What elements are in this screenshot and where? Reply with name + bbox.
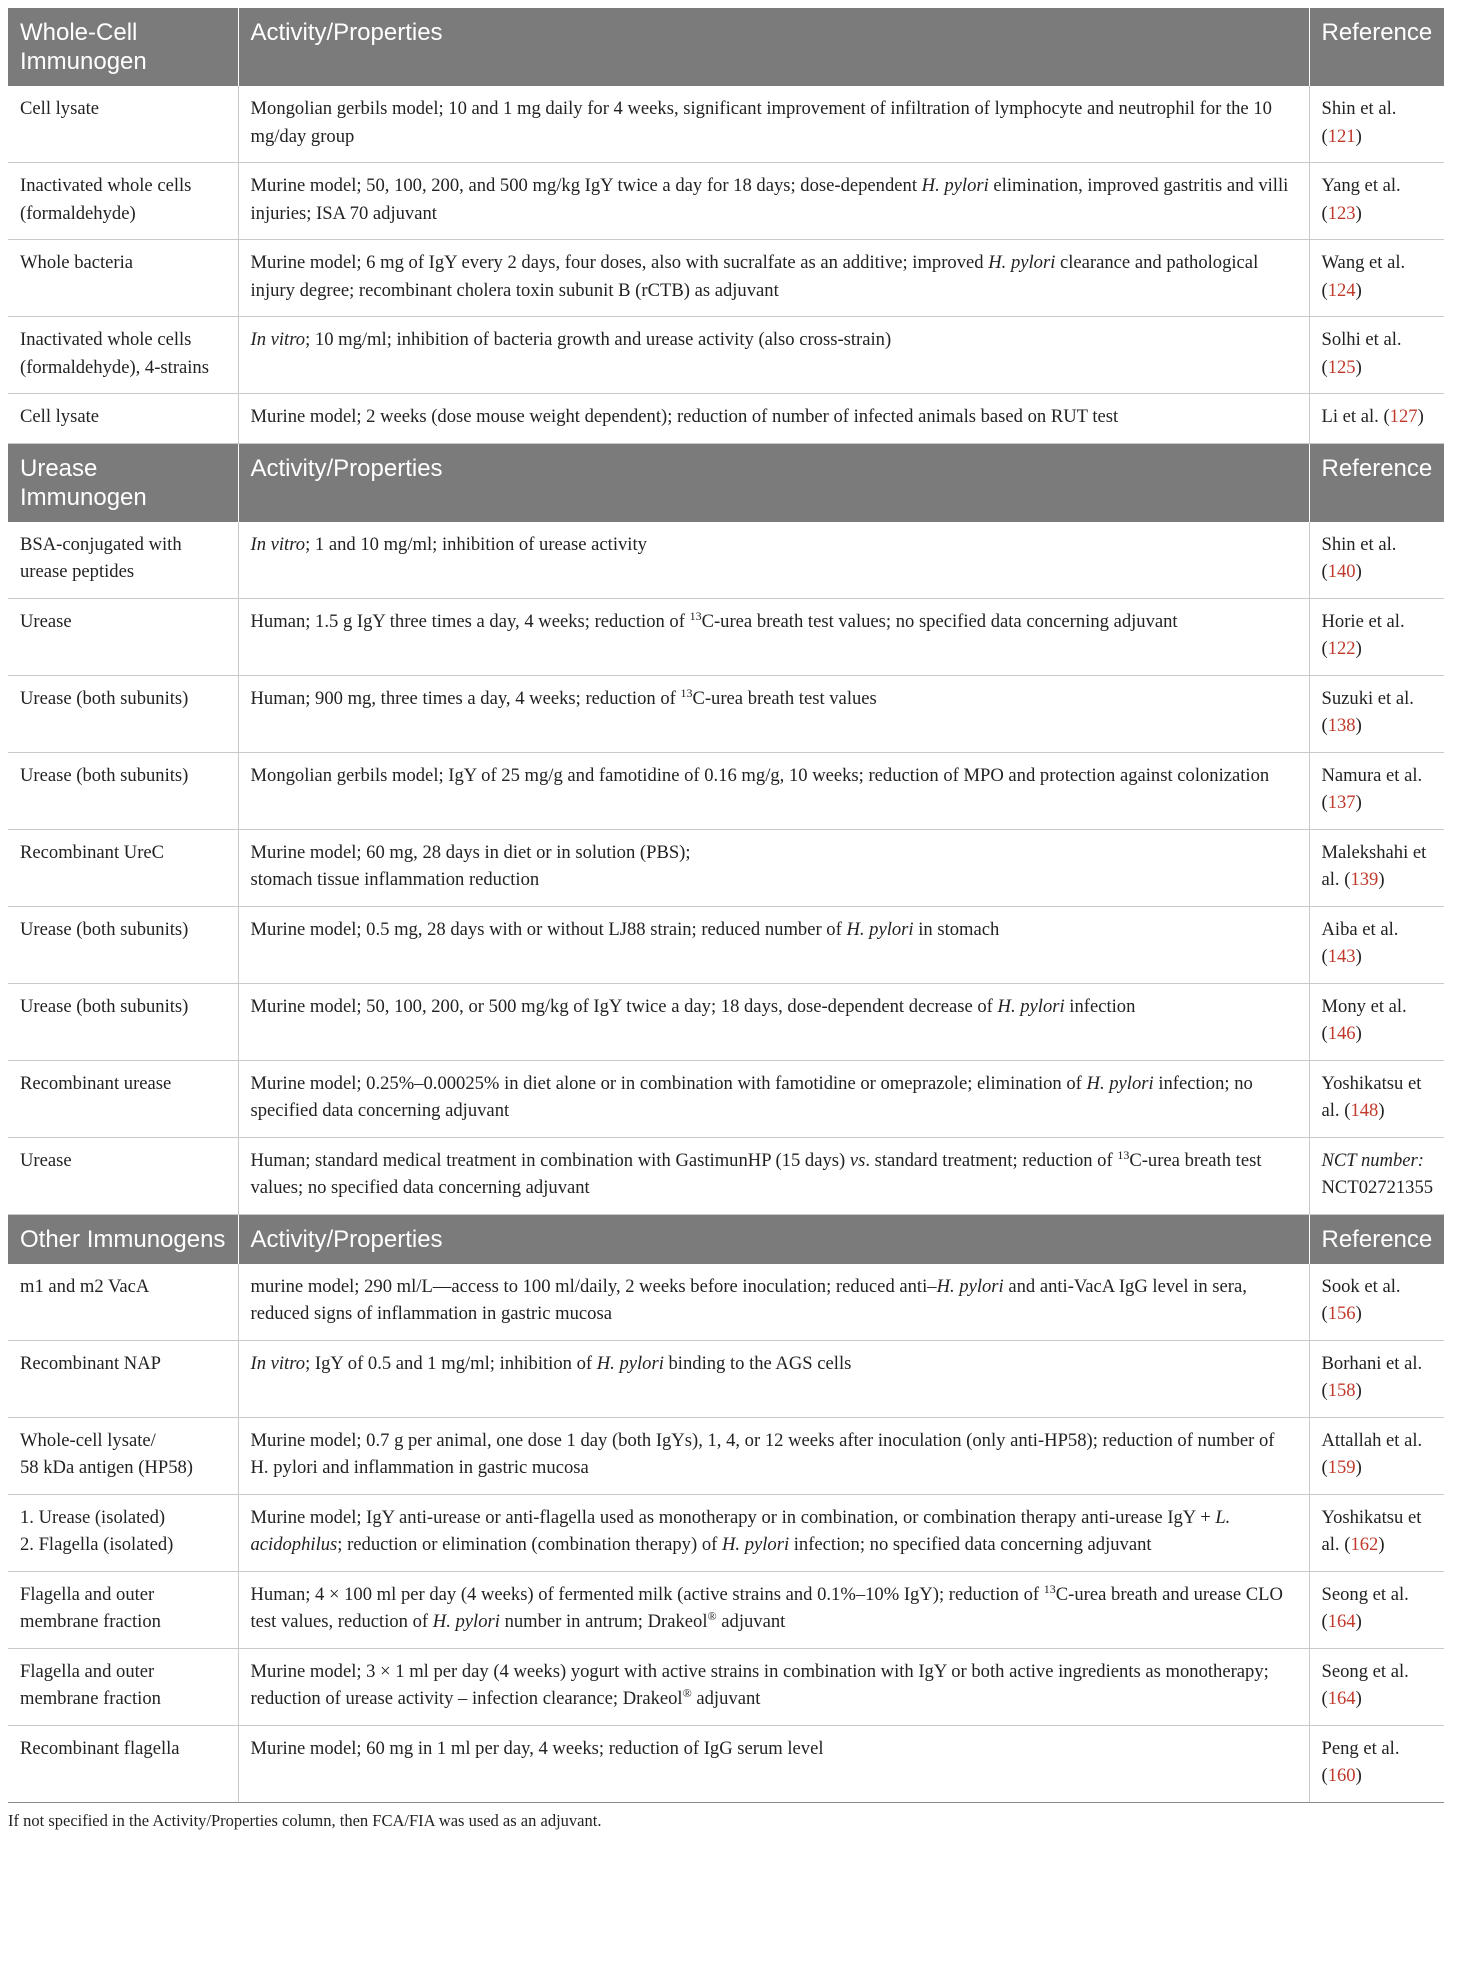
activity-cell: In vitro; 10 mg/ml; inhibition of bacteria growth and urease activity (also cross-strain) <box>238 317 1309 394</box>
reference-author: Yoshikatsu et al. <box>1321 1072 1422 1121</box>
reference-cell: Seong et al. (164) <box>1309 1648 1444 1725</box>
reference-author: Seong et al. <box>1321 1583 1409 1605</box>
reference-number-link[interactable]: 162 <box>1350 1534 1379 1555</box>
reference-number-link[interactable]: 124 <box>1327 279 1356 301</box>
activity-cell: Human; standard medical treatment in combination with GastimunHP (15 days) vs. standard treatment; reduction of $^{13}$C-urea breath test values; no specified data concerning adjuvant <box>238 1137 1309 1214</box>
activity-cell: Mongolian gerbils model; 10 and 1 mg daily for 4 weeks, significant improvement of infiltration of lymphocyte and neutrophil for the 10 mg/day group <box>238 86 1309 163</box>
reference-number-link[interactable]: 148 <box>1350 1100 1379 1121</box>
reference-cell: Namura et al. (137) <box>1309 752 1444 829</box>
table-row <box>8 752 1444 829</box>
table-footnote: If not specified in the Activity/Properties column, then FCA/FIA was used as an adjuvant. <box>8 1810 602 1830</box>
activity-cell: Murine model; 60 mg in 1 ml per day, 4 weeks; reduction of IgG serum level <box>238 1725 1309 1802</box>
reference-author: Yoshikatsu et al. <box>1321 1506 1422 1555</box>
header-reference: Reference <box>1309 1214 1444 1264</box>
reference-number-link[interactable]: 164 <box>1327 1688 1356 1709</box>
immunogen-cell: Inactivated whole cells (formaldehyde), 4-strains <box>8 317 238 394</box>
reference-author: Horie et al. <box>1321 610 1405 632</box>
reference-cell: Shin et al. (140) <box>1309 522 1444 599</box>
reference-author: Li et al. <box>1321 406 1379 427</box>
header-activity: Activity/Properties <box>238 443 1309 522</box>
reference-number-link[interactable]: 137 <box>1327 792 1356 813</box>
table-row <box>8 394 1444 444</box>
reference-cell: Peng et al. (160) <box>1309 1725 1444 1802</box>
reference-author: Mony et al. <box>1321 995 1407 1017</box>
header-immunogen: Urease Immunogen <box>8 443 238 522</box>
header-immunogen: Whole-Cell Immunogen <box>8 8 238 86</box>
immunogen-cell: Recombinant urease <box>8 1060 238 1137</box>
activity-cell: Murine model; 2 weeks (dose mouse weight dependent); reduction of number of infected animals based on RUT test <box>238 394 1309 444</box>
reference-author: Solhi et al. <box>1321 329 1402 350</box>
reference-author: Shin et al. <box>1321 98 1397 119</box>
immunogen-cell: Urease (both subunits) <box>8 906 238 983</box>
table-row <box>8 1137 1444 1214</box>
table-row <box>8 1417 1444 1494</box>
reference-number-link[interactable]: 164 <box>1327 1611 1356 1632</box>
activity-cell: Murine model; 0.25%–0.00025% in diet alone or in combination with famotidine or omeprazole; elimination of H. pylori infection; no specified data concerning adjuvant <box>238 1060 1309 1137</box>
reference-number-link[interactable]: 127 <box>1389 406 1418 427</box>
table-row <box>8 1494 1444 1571</box>
header-reference: Reference <box>1309 8 1444 86</box>
header-reference: Reference <box>1309 443 1444 522</box>
table-row <box>8 675 1444 752</box>
table-row <box>8 1340 1444 1417</box>
reference-number-link[interactable]: 121 <box>1327 125 1356 147</box>
reference-author: Wang et al. <box>1321 252 1406 273</box>
immunogen-cell: Recombinant UreC <box>8 829 238 906</box>
table-row <box>8 522 1444 599</box>
reference-author: Seong et al. <box>1321 1660 1409 1682</box>
header-activity: Activity/Properties <box>238 1214 1309 1264</box>
reference-cell: Li et al. (127) <box>1309 394 1444 444</box>
activity-cell: Human; 4 × 100 ml per day (4 weeks) of fermented milk (active strains and 0.1%–10% IgY); reduction of $^{13}$C-urea breath and urease CLO test values, reduction of H. pylori number in antrum; Drakeol® adjuvant <box>238 1571 1309 1648</box>
immunogen-cell: m1 and m2 VacA <box>8 1264 238 1341</box>
immunogen-cell: 1. Urease (isolated) 2. Flagella (isolated) <box>8 1494 238 1571</box>
activity-cell: Murine model; 0.5 mg, 28 days with or without LJ88 strain; reduced number of H. pylori in stomach <box>238 906 1309 983</box>
reference-cell: Mony et al. (146) <box>1309 983 1444 1060</box>
reference-cell: Shin et al. (121) <box>1309 86 1444 163</box>
reference-cell: Malekshahi et al. (139) <box>1309 829 1444 906</box>
table-row <box>8 86 1444 163</box>
reference-number-link[interactable]: 140 <box>1327 561 1356 582</box>
table-row <box>8 163 1444 240</box>
immunogen-cell: Urease <box>8 598 238 675</box>
reference-cell: Yang et al. (123) <box>1309 163 1444 240</box>
table-figure <box>8 8 1444 1832</box>
table-row <box>8 1648 1444 1725</box>
reference-number-link[interactable]: 156 <box>1327 1303 1356 1324</box>
immunogen-cell: Whole bacteria <box>8 240 238 317</box>
immunogen-cell: BSA-conjugated with urease peptides <box>8 522 238 599</box>
activity-cell: Murine model; 6 mg of IgY every 2 days, four doses, also with sucralfate as an additive; improved H. pylori clearance and pathological injury degree; recombinant cholera toxin subunit B (rCTB) as adjuvant <box>238 240 1309 317</box>
reference-author: Peng et al. <box>1321 1737 1400 1759</box>
table-row <box>8 598 1444 675</box>
reference-cell: Suzuki et al. (138) <box>1309 675 1444 752</box>
table-row <box>8 983 1444 1060</box>
reference-cell: Seong et al. (164) <box>1309 1571 1444 1648</box>
table-row <box>8 1725 1444 1802</box>
reference-number-link[interactable]: 158 <box>1327 1380 1356 1401</box>
reference-number-link[interactable]: 160 <box>1327 1765 1356 1786</box>
reference-author: Namura et al. <box>1321 764 1423 786</box>
activity-cell: Murine model; IgY anti-urease or anti-flagella used as monotherapy or in combination, or combination therapy anti-urease IgY + L. acidophilus; reduction or elimination (combination therapy) of H. pylori infection; no specified data concerning adjuvant <box>238 1494 1309 1571</box>
reference-number-link[interactable]: 138 <box>1327 715 1356 736</box>
activity-cell: Mongolian gerbils model; IgY of 25 mg/g and famotidine of 0.16 mg/g, 10 weeks; reduction of MPO and protection against colonization <box>238 752 1309 829</box>
reference-author: Aiba et al. <box>1321 918 1399 940</box>
immunogen-cell: Inactivated whole cells (formaldehyde) <box>8 163 238 240</box>
reference-number-link[interactable]: 122 <box>1327 638 1356 659</box>
immunogen-cell: Urease (both subunits) <box>8 675 238 752</box>
activity-cell: murine model; 290 ml/L—access to 100 ml/daily, 2 weeks before inoculation; reduced anti–H. pylori and anti-VacA IgG level in sera, reduced signs of inflammation in gastric mucosa <box>238 1264 1309 1341</box>
table-row <box>8 1060 1444 1137</box>
activity-cell: Murine model; 50, 100, 200, or 500 mg/kg of IgY twice a day; 18 days, dose-dependent decrease of H. pylori infection <box>238 983 1309 1060</box>
immunogen-cell: Flagella and outer membrane fraction <box>8 1648 238 1725</box>
activity-cell: Murine model; 60 mg, 28 days in diet or in solution (PBS); stomach tissue inflammation reduction <box>238 829 1309 906</box>
reference-author: Borhani et al. <box>1321 1352 1423 1374</box>
reference-cell: Horie et al. (122) <box>1309 598 1444 675</box>
table-row <box>8 317 1444 394</box>
activity-cell: Murine model; 3 × 1 ml per day (4 weeks) yogurt with active strains in combination with IgY or both active ingredients as monotherapy; reduction of urease activity – infection clearance; Drakeol® adjuvant <box>238 1648 1309 1725</box>
immunogen-cell: Flagella and outer membrane fraction <box>8 1571 238 1648</box>
immunogen-cell: Cell lysate <box>8 86 238 163</box>
reference-number-link[interactable]: 125 <box>1327 356 1356 378</box>
immunogen-cell: Recombinant NAP <box>8 1340 238 1417</box>
reference-number-link[interactable]: 139 <box>1350 869 1379 890</box>
table-row <box>8 829 1444 906</box>
table-row <box>8 906 1444 983</box>
activity-cell: Human; 1.5 g IgY three times a day, 4 weeks; reduction of $^{13}$C-urea breath test values; no specified data concerning adjuvant <box>238 598 1309 675</box>
reference-cell: Borhani et al. (158) <box>1309 1340 1444 1417</box>
immunogen-cell: Urease <box>8 1137 238 1214</box>
activity-cell: Murine model; 50, 100, 200, and 500 mg/kg IgY twice a day for 18 days; dose-dependent H. pylori elimination, improved gastritis and villi injuries; ISA 70 adjuvant <box>238 163 1309 240</box>
reference-author: Yang et al. <box>1321 175 1401 196</box>
reference-number-link[interactable]: 143 <box>1327 946 1356 967</box>
header-activity: Activity/Properties <box>238 8 1309 86</box>
activity-cell: Human; 900 mg, three times a day, 4 weeks; reduction of $^{13}$C-urea breath test values <box>238 675 1309 752</box>
reference-cell: Solhi et al. (125) <box>1309 317 1444 394</box>
reference-number-link[interactable]: 159 <box>1327 1457 1356 1478</box>
reference-cell: Wang et al. (124) <box>1309 240 1444 317</box>
section-header-row <box>8 443 1444 522</box>
immunogen-cell: Recombinant flagella <box>8 1725 238 1802</box>
immunogen-cell: Whole-cell lysate/ 58 kDa antigen (HP58) <box>8 1417 238 1494</box>
reference-author: Shin et al. <box>1321 533 1397 555</box>
reference-author: NCT number: NCT02721355 <box>1321 1149 1434 1198</box>
reference-cell <box>1309 1137 1444 1214</box>
immunogen-cell: Urease (both subunits) <box>8 752 238 829</box>
table-row <box>8 1264 1444 1341</box>
table-row <box>8 1571 1444 1648</box>
immunogen-cell: Cell lysate <box>8 394 238 444</box>
activity-cell: Murine model; 0.7 g per animal, one dose 1 day (both IgYs), 1, 4, or 12 weeks after inoculation (only anti-HP58); reduction of number of H. pylori and inflammation in gastric mucosa <box>238 1417 1309 1494</box>
reference-author: Sook et al. <box>1321 1275 1401 1297</box>
reference-cell: Sook et al. (156) <box>1309 1264 1444 1341</box>
reference-number-link[interactable]: 123 <box>1327 202 1356 224</box>
table-row <box>8 240 1444 317</box>
reference-author: Attallah et al. <box>1321 1429 1423 1451</box>
activity-cell: In vitro; 1 and 10 mg/ml; inhibition of urease activity <box>238 522 1309 599</box>
reference-author: Suzuki et al. <box>1321 687 1414 709</box>
immunogen-table <box>8 8 1444 1803</box>
reference-cell: Yoshikatsu et al. (162) <box>1309 1494 1444 1571</box>
section-header-row <box>8 1214 1444 1264</box>
activity-cell: In vitro; IgY of 0.5 and 1 mg/ml; inhibition of H. pylori binding to the AGS cells <box>238 1340 1309 1417</box>
reference-number-link[interactable]: 146 <box>1327 1023 1356 1044</box>
reference-cell: Yoshikatsu et al. (148) <box>1309 1060 1444 1137</box>
reference-cell: Attallah et al. (159) <box>1309 1417 1444 1494</box>
reference-cell: Aiba et al. (143) <box>1309 906 1444 983</box>
header-immunogen: Other Immunogens <box>8 1214 238 1264</box>
immunogen-cell: Urease (both subunits) <box>8 983 238 1060</box>
section-header-row <box>8 8 1444 86</box>
reference-author: Malekshahi et al. <box>1321 841 1427 890</box>
